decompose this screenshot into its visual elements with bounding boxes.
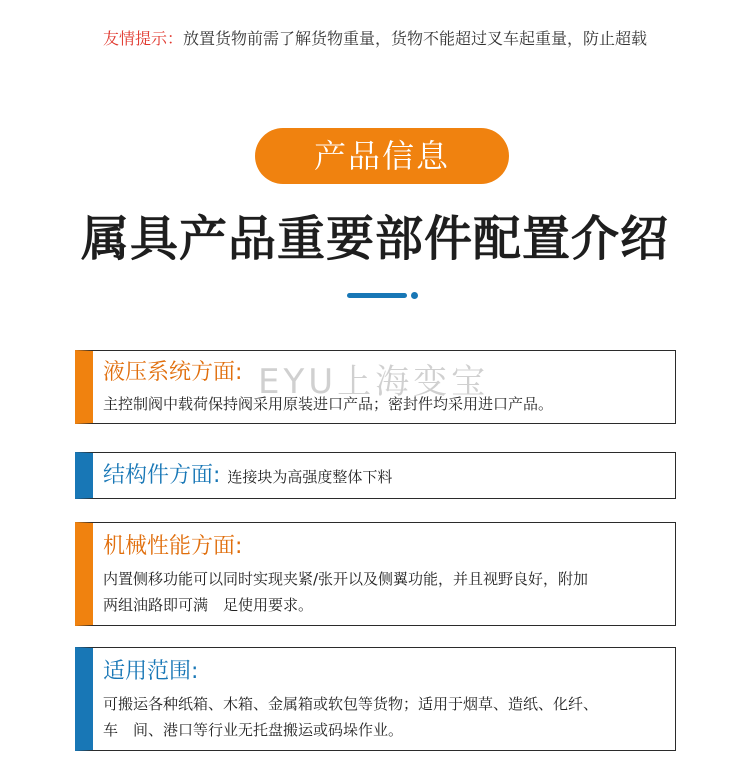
card-text: 连接块为高强度整体下料 bbox=[227, 468, 393, 486]
structure-card bbox=[75, 452, 676, 499]
notice-text: 放置货物前需了解货物重量，货物不能超过叉车起重量，防止超载 bbox=[183, 29, 648, 48]
card-text-line: 可搬运各种纸箱、木箱、金属箱或软包等货物；适用于烟草、造纸、化纤、 bbox=[103, 695, 599, 713]
card-title: 机械性能方面: bbox=[103, 534, 243, 559]
title-underline-dot bbox=[411, 292, 418, 299]
card-text-line: 内置侧移功能可以同时实现夹紧/张开以及侧翼功能，并且视野良好，附加 bbox=[103, 570, 589, 588]
card-text bbox=[103, 691, 673, 743]
title-underline-bar bbox=[347, 293, 407, 298]
product-info-badge: 产品信息 bbox=[255, 128, 509, 184]
card-title-label: 结构件方面: bbox=[103, 463, 221, 488]
card-text: 主控制阀中载荷保持阀采用原装进口产品；密封件均采用进口产品。 bbox=[103, 395, 554, 413]
card-text-line: 两组油路即可满 足使用要求。 bbox=[103, 596, 314, 614]
card-text-line: 车 间、港口等行业无托盘搬运或码垛作业。 bbox=[103, 721, 404, 739]
hydraulic-system-card bbox=[75, 350, 676, 424]
card-text bbox=[103, 566, 673, 618]
page-title: 属具产品重要部件配置介绍 bbox=[80, 211, 669, 267]
mechanical-performance-card bbox=[75, 522, 676, 626]
card-title: 液压系统方面: bbox=[103, 360, 243, 385]
watermark: EYU上海变宝 bbox=[258, 362, 490, 402]
application-scope-card bbox=[75, 647, 676, 751]
card-title bbox=[103, 462, 392, 491]
safety-notice bbox=[0, 28, 750, 50]
notice-label: 友情提示： bbox=[102, 29, 183, 48]
card-title: 适用范围: bbox=[103, 659, 199, 684]
